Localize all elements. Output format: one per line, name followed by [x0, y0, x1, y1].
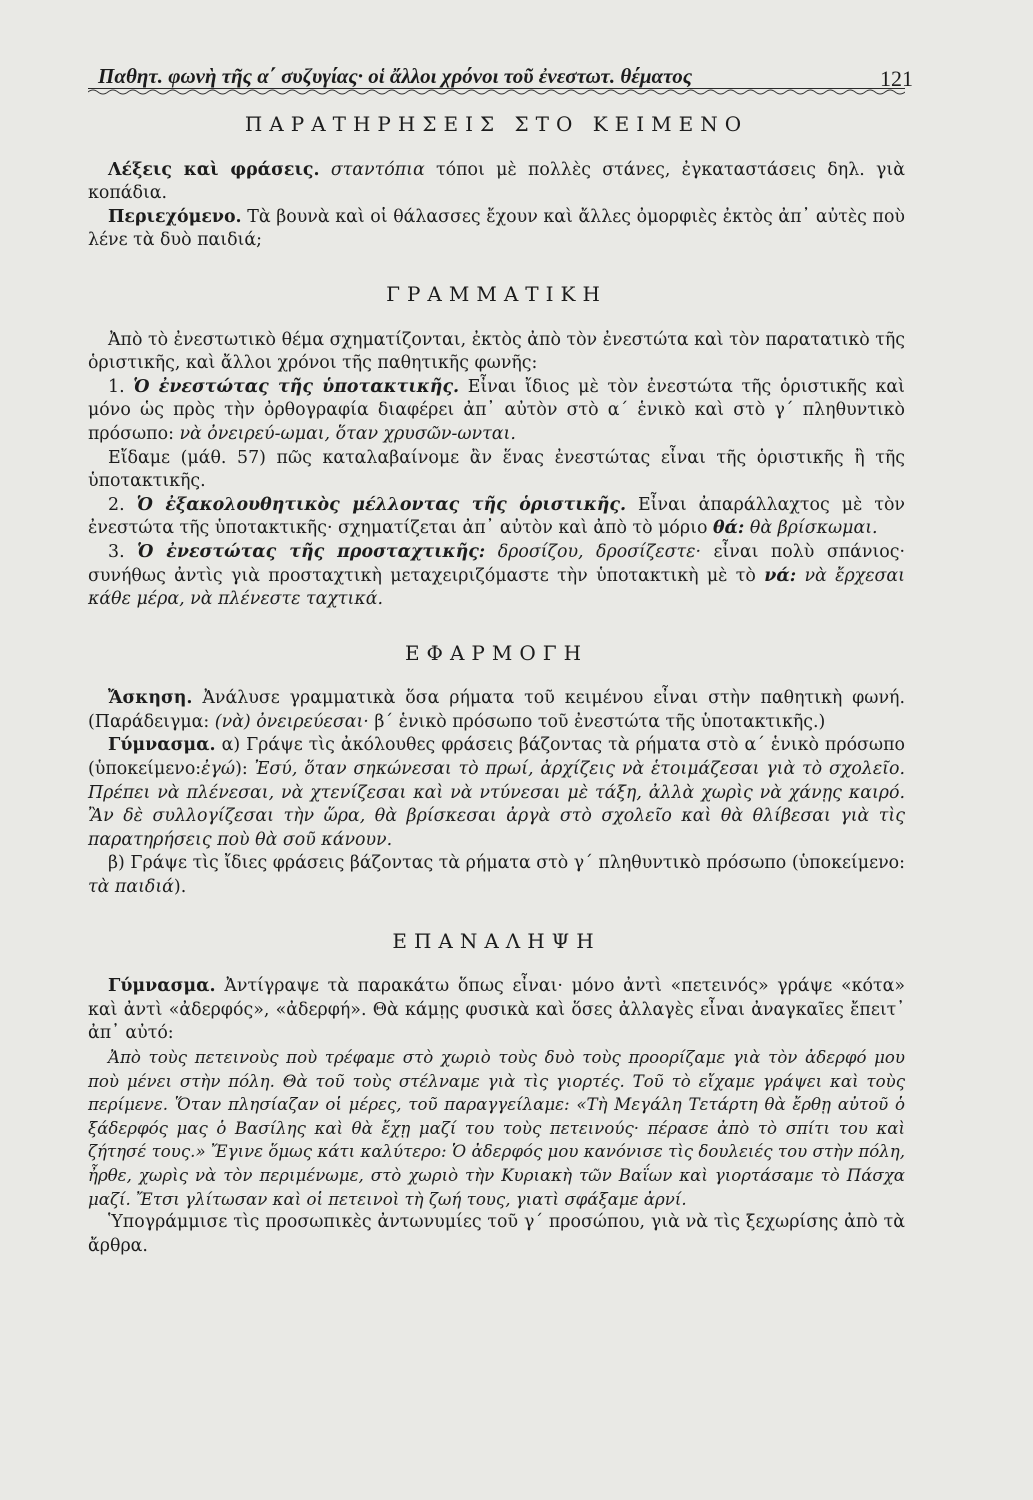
text-gymnasma-b: β) Γράψε τὶς ἴδιες φράσεις βάζοντας τὰ ρήματα στὸ γ΄ πληθυντικὸ πρόσωπο (ὑποκείμενο:	[108, 853, 905, 874]
text-gymnasma-epanalipsi: Ἀντίγραψε τὰ παρακάτω ὅπως εἶναι· μόνο ἀντὶ «πετεινός» γράψε «κότα» καὶ ἀντὶ «ἀδερφός», «ἀδερφή». Θὰ κάμῃς φυσικὰ καὶ ὅσες ἀλλαγὲς εἶναι ἀναγκαῖες ἔπειτ᾿ ἀπ᾿ αὐτό:	[88, 976, 906, 1044]
subject-a-close: ):	[235, 759, 248, 780]
item-example-2: θὰ βρίσκωμαι.	[749, 518, 878, 539]
page-content	[88, 113, 905, 1258]
paragraph-epanalipsi-gymnasma	[88, 975, 905, 1046]
item-example-3: νὰ ἔρχεσαι κάθε μέρα, νὰ πλένεστε ταχτικά.	[88, 565, 905, 610]
subject-b-close: ).	[173, 877, 187, 898]
paragraph-grammar-item-3	[88, 541, 905, 612]
item-text-2: Εἶναι ἀπαράλλαχτος μὲ τὸν ἐνεστώτα τῆς ὑποτακτικῆς· σχηματίζεται ἀπ᾿ αὐτὸν καὶ ἀπὸ τὸ μόριο	[88, 494, 906, 539]
item-number-2: 2.	[108, 494, 125, 515]
item-forms-3: δροσίζου, δροσίζεστε·	[497, 541, 701, 562]
item-particle-2: θά:	[712, 518, 745, 539]
label-askisi: Ἄσκηση.	[108, 688, 193, 709]
paragraph-grammar-note: Εἴδαμε (μάθ. 57) πῶς καταλαβαίνομε ἂν ἕνας ἐνεστώτας εἶναι τῆς ὁριστικῆς ἢ τῆς ὑποτακτικῆς.	[88, 447, 905, 492]
section-title-epanalipsi: ΕΠΑΝΑΛΗΨΗ	[392, 928, 601, 953]
item-label-3: Ὁ ἐνεστώτας τῆς προσταχτικῆς:	[137, 541, 486, 562]
text-askisi: Ἀνάλυσε γραμματικὰ ὅσα ρήματα τοῦ κειμένου εἶναι στὴν παθητικὴ φωνή. (Παράδειγμα:	[88, 688, 905, 732]
item-number-3: 3.	[108, 541, 125, 562]
section-title-efarmogi: ΕΦΑΡΜΟΓΗ	[404, 640, 589, 665]
running-title: Παθητ. φωνὴ τῆς α΄ συζυγίας· οἱ ἄλλοι χρόνοι τοῦ ἐνεστωτ. θέματος	[98, 64, 693, 88]
page-number: 121	[880, 66, 913, 91]
paragraph-closing: Ὑπογράμμισε τὶς προσωπικὲς ἀντωνυμίες τοῦ γ΄ προσώπου, γιὰ νὰ τὶς ξεχωρίσης ἀπὸ τὰ ἄρθρα.	[88, 1212, 905, 1256]
section-title-paratiriseis: ΠΑΡΑΤΗΡΗΣΕΙΣ ΣΤΟ ΚΕΙΜΕΝΟ	[244, 112, 749, 136]
text-gymnasma-a: α) Γράψε τὶς ἀκόλουθες φράσεις βάζοντας τὰ ρήματα στὸ α΄ ἑνικὸ πρόσωπο (ὑποκείμενο:	[88, 735, 905, 780]
paragraph-gymnasma-a	[88, 734, 905, 852]
paragraph-grammar-item-1	[88, 376, 905, 447]
running-head	[88, 48, 913, 91]
passage-gymnasma-a: Ἐσύ, ὅταν σηκώνεσαι τὸ πρωί, ἀρχίζεις νὰ ἑτοιμάζεσαι γιὰ τὸ σχολεῖο. Πρέπει νὰ πλένεσαι, νὰ χτενίζεσαι καὶ νὰ ντύνεσαι μὲ τάξη, ἀλλὰ χωρὶς νὰ χάνῃς καιρό. Ἂν δὲ συλλογίζεσαι τὴν ὥρα, θὰ βρίσκεσαι ἀργὰ στὸ σχολεῖο καὶ θὰ θλίβεσαι γιὰ τὶς παρατηρήσεις ποὺ θὰ σοῦ κάνουν.	[88, 759, 905, 850]
item-text-1: Εἶναι ἴδιος μὲ τὸν ἐνεστώτα τῆς ὁριστικῆς καὶ μόνο ὡς πρὸς τὴν ὀρθογραφία διαφέρει ἀπ᾿ αὐτὸν στὸ α΄ ἑνικὸ καὶ στὸ γ΄ πληθυντικὸ πρόσωπο:	[88, 376, 905, 444]
paragraph-askisi	[88, 687, 905, 734]
label-gymnasma-epanalipsi: Γύμνασμα.	[108, 976, 216, 997]
paragraph-lexeis	[88, 159, 905, 206]
item-label-2: Ὁ ἐξακολουθητικὸς μέλλοντας τῆς ὁριστικῆς.	[136, 494, 627, 515]
item-text-3: εἶναι πολὺ σπάνιος· συνήθως ἀντὶς γιὰ προσταχτικὴ μεταχειριζόμαστε τὴν ὑποτακτικὴ μὲ τὸ	[88, 541, 906, 586]
paragraph-gymnasma-b	[88, 852, 905, 899]
item-example-1: νὰ ὀνειρεύ-ωμαι, ὅταν χρυσῶν-ωνται.	[179, 423, 516, 444]
paragraph-grammar-item-2	[88, 494, 905, 541]
term-stantopia: σταντόπια	[330, 159, 425, 180]
item-number-1: 1.	[108, 376, 125, 397]
paragraph-periexomeno	[88, 206, 905, 253]
subject-a: ἐγώ	[201, 759, 236, 780]
item-particle-3: νά:	[764, 565, 797, 586]
paragraph-grammar-intro: Ἀπὸ τὸ ἐνεστωτικὸ θέμα σχηματίζονται, ἐκτὸς ἀπὸ τὸν ἐνεστώτα καὶ τὸν παρατατικὸ τῆς ὁριστικῆς, καὶ ἄλλοι χρόνοι τῆς παθητικῆς φωνῆς:	[88, 329, 905, 374]
wavy-rule	[88, 88, 905, 96]
text-askisi-end: β΄ ἑνικὸ πρόσωπο τοῦ ἐνεστώτα τῆς ὑποτακτικῆς.)	[374, 711, 826, 732]
example-askisi: (νὰ) ὀνειρεύεσαι·	[214, 711, 369, 732]
item-label-1: Ὁ ἐνεστώτας τῆς ὑποτακτικῆς.	[133, 376, 460, 397]
passage-epanalipsi: Ἀπὸ τοὺς πετεινοὺς ποὺ τρέφαμε στὸ χωριὸ τοὺς δυὸ τοὺς προορίζαμε γιὰ τὸν ἀδερφό μου ποὺ μένει στὴν πόλη. Θὰ τοῦ τοὺς στέλναμε γιὰ τὶς γιορτές. Τοῦ τὸ εἴχαμε γράψει καὶ τοὺς περίμενε. Ὅταν πλησίαζαν οἱ μέρες, τοῦ παραγγείλαμε: «Τὴ Μεγάλη Τετάρτη θὰ ἔρθῃ αὐτοῦ ὁ ξάδερφός μας ὁ Βασίλης καὶ θὰ ἔχῃ μαζί του τοὺς πετεινούς· πέρασε ἀπὸ τὸ σπίτι του καὶ ζήτησέ τους.» Ἔγινε ὅμως κάτι καλύτερο: Ὁ ἀδερφός μου κανόνισε τὶς δουλειές του στὴν πόλη, ἦρθε, χωρὶς νὰ τὸν περιμένωμε, στὸ χωριὸ τὴν Κυριακὴ τῶν Βαΐων καὶ γιορτάσαμε τὸ Πάσχα μαζί. Ἔτσι γλίτωσαν καὶ οἱ πετεινοὶ τὴ ζωή τους, γιατὶ σφάξαμε ἀρνί.	[88, 1048, 905, 1209]
section-title-grammatiki: ΓΡΑΜΜΑΤΙΚΗ	[386, 281, 607, 306]
label-lexeis: Λέξεις καὶ φράσεις.	[108, 159, 320, 180]
text-periexomeno: Τὰ βουνὰ καὶ οἱ θάλασσες ἔχουν καὶ ἄλλες ὀμορφιὲς ἐκτὸς ἀπ᾿ αὐτὲς ποὺ λένε τὰ δυὸ παιδιά;	[88, 206, 905, 251]
subject-b: τὰ παιδιά	[88, 877, 174, 898]
label-gymnasma-efarmogi: Γύμνασμα.	[108, 735, 216, 756]
label-periexomeno: Περιεχόμενο.	[108, 206, 242, 227]
text-lexeis: τόποι μὲ πολλὲς στάνες, ἐγκαταστάσεις δηλ. γιὰ κοπάδια.	[88, 159, 905, 204]
